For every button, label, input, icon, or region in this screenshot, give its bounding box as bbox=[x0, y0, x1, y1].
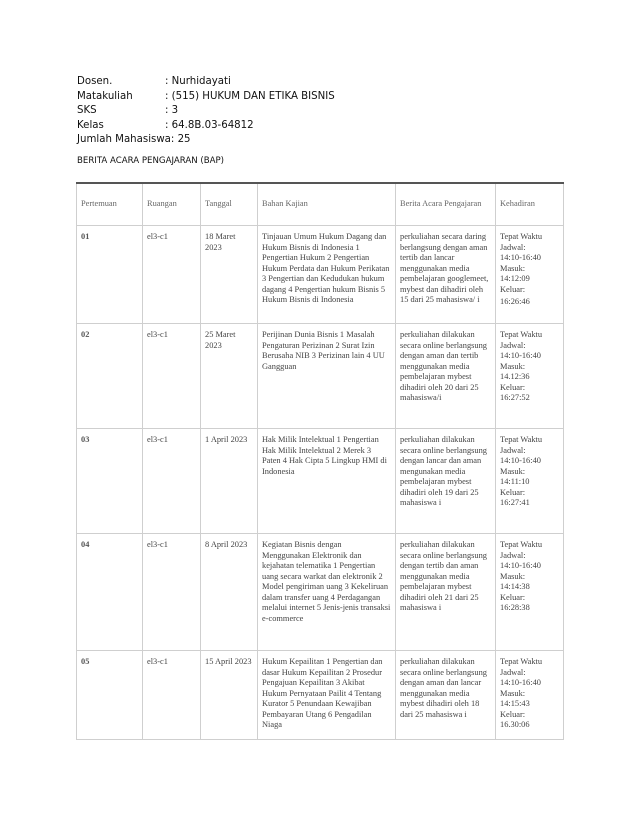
cell-pertemuan: 02 bbox=[77, 324, 143, 429]
cell-berita-acara: perkuliahan dilakukan secara online berlangsung dengan aman dan tertib menggunakan media pembelajaran mybest dihadiri oleh 20 dari 25 mahasiswa/i bbox=[396, 324, 496, 429]
dosen-label: Dosen. bbox=[77, 76, 113, 87]
table-header-row bbox=[77, 183, 564, 226]
cell-ruangan: el3-c1 bbox=[143, 429, 201, 534]
kehadiran-jadwal: 14:10-16:40 bbox=[500, 678, 541, 687]
cell-tanggal: 1 April 2023 bbox=[201, 429, 258, 534]
kehadiran-keluar: 16:26:46 bbox=[500, 297, 530, 306]
cell-bahan-kajian: Perijinan Dunia Bisnis 1 Masalah Pengaturan Perizinan 2 Surat Izin Berusaha NIB 3 Perizinan lain 4 UU Gangguan bbox=[258, 324, 396, 429]
cell-berita-acara: perkuliahan secara daring berlangsung dengan aman tertib dan lancar menggunakan media pembelajaran googlemeet, mybest dan dihadiri oleh 15 dari 25 mahasiswa/ i bbox=[396, 226, 496, 324]
kehadiran-keluar-label: Keluar: bbox=[500, 284, 526, 294]
kehadiran-masuk: 14:12:09 bbox=[500, 274, 530, 283]
cell-berita-acara: perkuliahan dilakukan secara online berlangsung dengan lancar dan aman mengunakan media pembelajaran mybest dihadiri oleh 19 dari 25 mahasiswa i bbox=[396, 429, 496, 534]
cell-tanggal: 15 April 2023 bbox=[201, 651, 258, 740]
kehadiran-jadwal-label: Jadwal: bbox=[500, 340, 526, 350]
column-header-bahan-kajian: Bahan Kajian bbox=[258, 183, 396, 226]
kehadiran-jadwal-label: Jadwal: bbox=[500, 242, 526, 252]
cell-tanggal: 25 Maret 2023 bbox=[201, 324, 258, 429]
table-row bbox=[77, 651, 564, 740]
course-header bbox=[77, 75, 335, 148]
header-row-matakuliah bbox=[77, 90, 335, 105]
column-header-pertemuan: Pertemuan bbox=[77, 183, 143, 226]
kehadiran-masuk: 14:15:43 bbox=[500, 699, 530, 708]
cell-bahan-kajian: Hak Milik Intelektual 1 Pengertian Hak Milik Intelektual 2 Merek 3 Paten 4 Hak Cipta 5 Lingkup HMI di Indonesia bbox=[258, 429, 396, 534]
cell-ruangan: el3-c1 bbox=[143, 534, 201, 651]
column-header-tanggal: Tanggal bbox=[201, 183, 258, 226]
kehadiran-status: Tepat Waktu bbox=[500, 540, 543, 549]
cell-kehadiran bbox=[496, 226, 564, 324]
cell-bahan-kajian: Tinjauan Umum Hukum Dagang dan Hukum Bisnis di Indonesia 1 Pengertian Hukum 2 Pengertian Hukum Perdata dan Hukum Perikatan 3 Pengertian dan Kedudukan hukum dagang 4 Pengertian hukum Bisnis 5 Hukum Bisnis di Indonesia bbox=[258, 226, 396, 324]
matakuliah-label: Matakuliah bbox=[77, 90, 133, 102]
cell-berita-acara: perkuliahan dilakukan secara online berlangsung dengan aman dan lancar menggunakan media mybest dihadiri oleh 18 dari 25 mahasiswa i bbox=[396, 651, 496, 740]
kehadiran-keluar: 16:27:41 bbox=[500, 498, 530, 507]
cell-ruangan: el3-c1 bbox=[143, 651, 201, 740]
cell-pertemuan: 01 bbox=[77, 226, 143, 324]
bap-title: BERITA ACARA PENGAJARAN (BAP) bbox=[77, 156, 225, 166]
kehadiran-keluar-label: Keluar: bbox=[500, 382, 526, 392]
kehadiran-jadwal: 14:10-16:40 bbox=[500, 351, 541, 360]
cell-berita-acara: perkuliahan dilakukan secara online berlangsung dengan tertib dan aman menggunakan media pembelajaran mybest dihadiri oleh 21 dari 25 mahasiswa i bbox=[396, 534, 496, 651]
jumlah-value: : 25 bbox=[170, 134, 191, 146]
cell-tanggal: 18 Maret 2023 bbox=[201, 226, 258, 324]
cell-kehadiran bbox=[496, 534, 564, 651]
sks-label: SKS bbox=[77, 105, 97, 117]
table-row bbox=[77, 226, 564, 324]
sks-value: : 3 bbox=[165, 105, 179, 117]
kehadiran-keluar-label: Keluar: bbox=[500, 709, 526, 719]
kelas-label: Kelas bbox=[77, 119, 104, 131]
kehadiran-keluar: 16:27:52 bbox=[500, 393, 530, 402]
jumlah-label: Jumlah Mahasiswa bbox=[77, 134, 171, 146]
column-header-berita-acara: Berita Acara Pengajaran bbox=[396, 183, 496, 226]
kehadiran-masuk-label: Masuk: bbox=[500, 466, 526, 476]
header-row-sks bbox=[77, 104, 335, 119]
cell-tanggal: 8 April 2023 bbox=[201, 534, 258, 651]
column-header-ruangan: Ruangan bbox=[143, 183, 201, 226]
header-row-jumlah bbox=[77, 133, 335, 148]
cell-ruangan: el3-c1 bbox=[143, 226, 201, 324]
kehadiran-status: Tepat Waktu bbox=[500, 232, 543, 241]
dosen-value: : Nurhidayati bbox=[165, 76, 231, 87]
kehadiran-masuk-label: Masuk: bbox=[500, 688, 526, 698]
cell-bahan-kajian: Kegiatan Bisnis dengan Menggunakan Elektronik dan kejahatan telematika 1 Pengertian uang secara warkat dan elektronik 2 Model pengiriman uang 3 Kekeliruan dalam transfer uang 4 Perdagangan melalui internet 5 Jenis-jenis transaksi e-commerce bbox=[258, 534, 396, 651]
cell-kehadiran bbox=[496, 429, 564, 534]
kehadiran-keluar-label: Keluar: bbox=[500, 592, 526, 602]
table-row bbox=[77, 534, 564, 651]
cell-pertemuan: 05 bbox=[77, 651, 143, 740]
kehadiran-masuk: 14:14:38 bbox=[500, 582, 530, 591]
kehadiran-keluar-label: Keluar: bbox=[500, 487, 526, 497]
cell-kehadiran bbox=[496, 324, 564, 429]
kehadiran-masuk: 14:11:10 bbox=[500, 477, 530, 486]
kehadiran-jadwal-label: Jadwal: bbox=[500, 550, 526, 560]
kehadiran-status: Tepat Waktu bbox=[500, 435, 543, 444]
cell-bahan-kajian: Hukum Kepailitan 1 Pengertian dan dasar Hukum Kepailitan 2 Prosedur Pengajuan Kepailitan 3 Akibat Hukum Pernyataan Pailit 4 Tentang Kurator 5 Penundaan Kewajiban Pembayaran Utang 6 Pengadilan Niaga bbox=[258, 651, 396, 740]
kehadiran-keluar: 16.30:06 bbox=[500, 720, 530, 729]
kehadiran-jadwal: 14:10-16:40 bbox=[500, 561, 541, 570]
table-row bbox=[77, 429, 564, 534]
cell-pertemuan: 03 bbox=[77, 429, 143, 534]
column-header-kehadiran: Kehadiran bbox=[496, 183, 564, 226]
kehadiran-masuk-label: Masuk: bbox=[500, 571, 526, 581]
kehadiran-masuk-label: Masuk: bbox=[500, 361, 526, 371]
kehadiran-jadwal: 14:10-16:40 bbox=[500, 456, 541, 465]
kehadiran-masuk-label: Masuk: bbox=[500, 263, 526, 273]
cell-ruangan: el3-c1 bbox=[143, 324, 201, 429]
header-row-kelas bbox=[77, 119, 335, 134]
kehadiran-status: Tepat Waktu bbox=[500, 330, 543, 339]
kehadiran-jadwal-label: Jadwal: bbox=[500, 445, 526, 455]
header-row-dosen bbox=[77, 75, 335, 90]
kehadiran-status: Tepat Waktu bbox=[500, 657, 543, 666]
kehadiran-jadwal-label: Jadwal: bbox=[500, 667, 526, 677]
matakuliah-value: : (515) HUKUM DAN ETIKA BISNIS bbox=[165, 90, 335, 102]
bap-table bbox=[76, 182, 564, 740]
kelas-value: : 64.8B.03-64812 bbox=[165, 119, 254, 131]
kehadiran-keluar: 16:28:38 bbox=[500, 603, 530, 612]
cell-kehadiran bbox=[496, 651, 564, 740]
cell-pertemuan: 04 bbox=[77, 534, 143, 651]
kehadiran-jadwal: 14:10-16:40 bbox=[500, 253, 541, 262]
kehadiran-masuk: 14.12:36 bbox=[500, 372, 530, 381]
table-row bbox=[77, 324, 564, 429]
